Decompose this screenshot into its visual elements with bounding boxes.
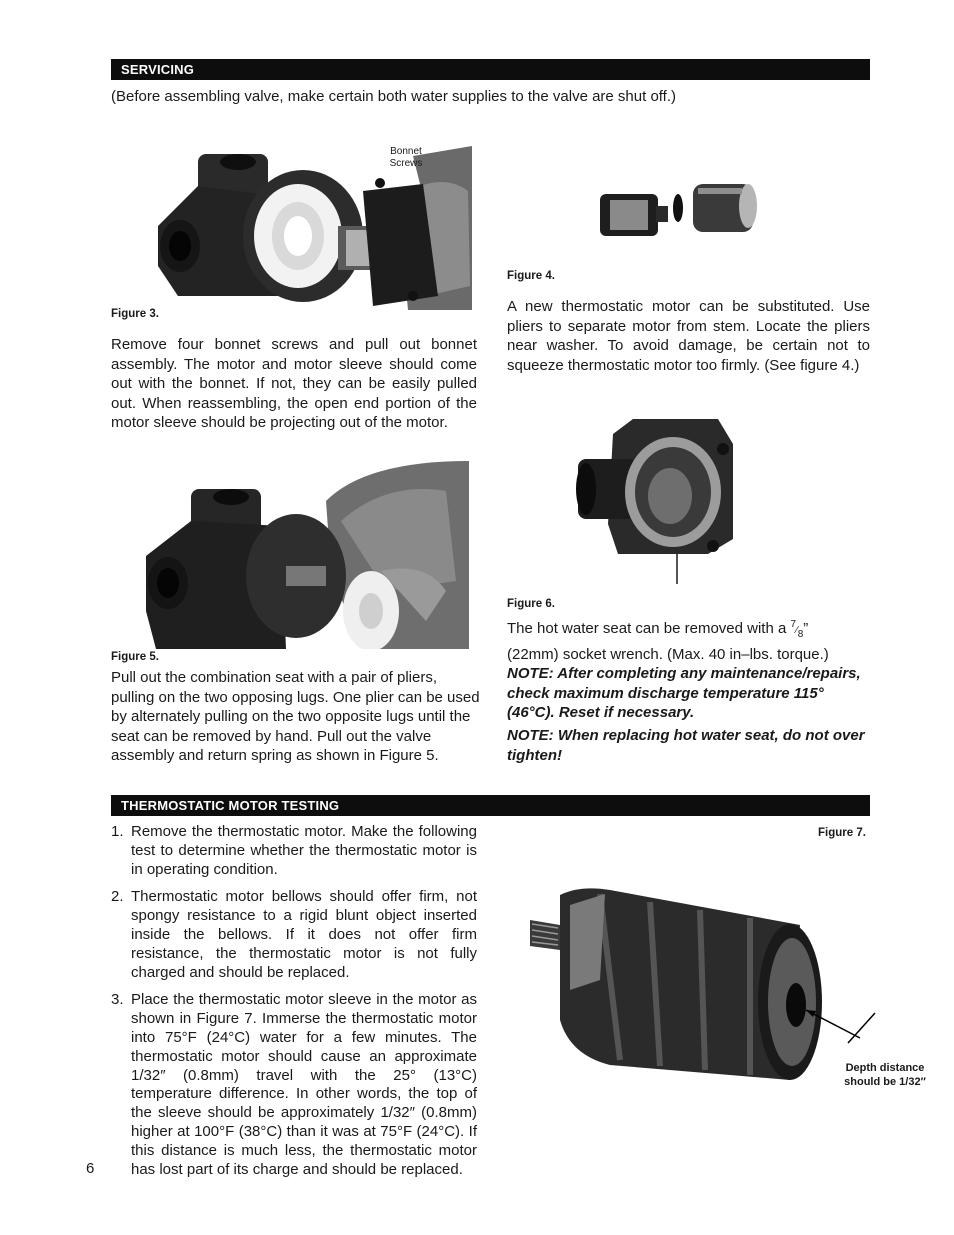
figure-4-text: A new thermostatic motor can be substituted. Use pliers to separate motor from stem. Locate the pliers near washer. To avoid damage, be certain not to squeeze thermostatic motor too firmly. (See figure 4.) bbox=[507, 298, 870, 374]
figure-3-caption: Figure 3. bbox=[111, 308, 159, 320]
list-item: 1. Remove the thermostatic motor. Make the following test to determine whether the thermostatic motor is in operating condition. bbox=[111, 823, 477, 878]
bonnet-screws-label: Bonnet Screws bbox=[389, 146, 423, 169]
figure-6-text-a: The hot water seat can be removed with a bbox=[507, 620, 787, 637]
figure-7-photo bbox=[510, 880, 890, 1100]
figure-6-text: The hot water seat can be removed with a $^7⁄_8$” (22mm) socket wrench. (Max. 40 in–lbs. torque.) NOTE: After completing any maintenance/repairs, check maximum discharge temperature 115° (46°C). Reset if necessary. bbox=[507, 619, 861, 722]
figure-6-photo bbox=[508, 404, 798, 590]
figure-7-caption: Figure 7. bbox=[818, 827, 866, 839]
page-number: 6 bbox=[86, 1160, 95, 1177]
servicing-section-header: SERVICING bbox=[111, 59, 870, 80]
figure-3-text: Remove four bonnet screws and pull out bonnet assembly. The motor and motor sleeve should come out with the bonnet. If not, they can be easily pulled out. When reassembling, the open end portion of the motor sleeve should be projecting out of the motor. bbox=[111, 336, 477, 432]
figure-3-photo bbox=[158, 146, 472, 310]
list-item: 2. Thermostatic motor bellows should offer firm, not spongy resistance to a rigid blunt object inserted inside the bellows. If it does not offer firm resistance, the thermostatic motor is not fully charged and should be replaced. bbox=[111, 888, 477, 981]
figure-5-caption: Figure 5. bbox=[111, 651, 159, 663]
figure-6-caption: Figure 6. bbox=[507, 598, 555, 610]
testing-section-header: THERMOSTATIC MOTOR TESTING bbox=[111, 795, 870, 816]
fraction-numerator: 7 bbox=[790, 619, 797, 630]
figure-4-caption: Figure 4. bbox=[507, 270, 555, 282]
figure-6-text-b: ” bbox=[803, 620, 809, 637]
figure-5-photo bbox=[146, 461, 469, 649]
figure-5-text: Pull out the combination seat with a pair of pliers, pulling on the two opposing lugs. One plier can be used by alternately pulling on the two opposite lugs until the seat can be removed by hand. Pull out the valve assembly and return spring as shown in Figure 5. bbox=[111, 669, 480, 765]
list-item: 3. Place the thermostatic motor sleeve in the motor as shown in Figure 7. Immerse the thermostatic motor into 75°F (24°C) water for a few minutes. The thermostatic motor should cause an approximate 1/32″ (0.8mm) travel with the 25° (13°C) temperature difference. In other words, the top of the sleeve should be approximately 1/32″ (0.8mm) higher at 100°F (38°C) than it was at 75°F (24°C). If this distance is much less, the thermostatic motor has lost part of its charge and should be replaced. bbox=[111, 991, 477, 1178]
figure-6-text-c: (22mm) socket wrench. (Max. 40 in–lbs. torque.) bbox=[507, 645, 829, 663]
servicing-intro: (Before assembling valve, make certain both water supplies to the valve are shut off.) bbox=[111, 88, 677, 105]
testing-steps-list bbox=[111, 823, 477, 1188]
hot-water-seat-note: NOTE: When replacing hot water seat, do not over tighten! bbox=[507, 727, 865, 764]
maintenance-note: NOTE: After completing any maintenance/repairs, check maximum discharge temperature 115° (46°C). Reset if necessary. bbox=[507, 665, 861, 722]
fraction-denominator: 8 bbox=[797, 629, 804, 640]
figure-4-photo bbox=[598, 176, 760, 246]
depth-distance-label: Depth distance should be 1/32″ bbox=[844, 1062, 926, 1088]
